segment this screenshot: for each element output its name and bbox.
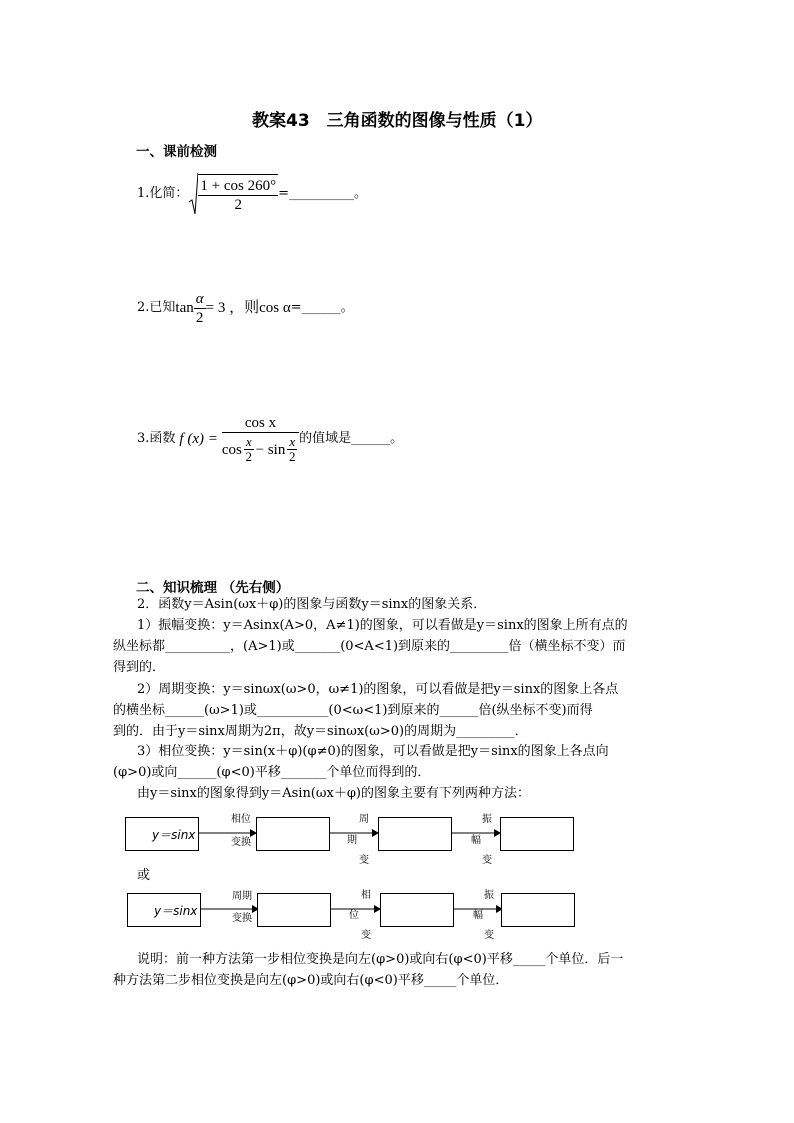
flow2-step2-top: 相 <box>361 890 371 901</box>
note-line-2: 种方法第二步相位变换是向左(φ>0)或向右(φ<0)平移_____个单位． <box>113 973 509 988</box>
question-3-prefix: 3.函数 <box>137 431 176 446</box>
flow1-step3-bottom: 变 <box>482 855 492 866</box>
flow2-step1-top: 周期 <box>232 891 252 902</box>
or-label: 或 <box>137 868 151 883</box>
text-line-2: 1）振幅变换：y＝Asinx(A>0，A≠1)的图象，可以看做是y＝sinx的图象上所有点的 <box>137 618 628 633</box>
question-3-den-frac-2-num: x <box>289 434 296 449</box>
question-3-den-frac-1-den: 2 <box>245 449 252 464</box>
flow2-step2-bottom: 变 <box>361 930 371 941</box>
flow1-step3-mid: 幅 <box>471 835 481 846</box>
flow1-box-4 <box>500 817 574 851</box>
text-line-10: 由y＝sinx的图象得到y＝Asin(ωx＋φ)的图象主要有下列两种方法： <box>137 786 530 801</box>
text-line-8: 3）相位变换：y＝sin(x＋φ)(φ≠0)的图象，可以看做是把y＝sinx的图象上各点向 <box>137 744 609 759</box>
question-1-denominator: 2 <box>234 197 242 213</box>
question-2-fraction <box>194 290 206 327</box>
text-line-7: 到的．由于y＝sinx周期为2π，故y＝sinωx(ω>0)的周期为_________． <box>113 724 528 739</box>
question-2-tan: tan <box>175 300 194 316</box>
flow1-step2-bottom: 变 <box>359 855 369 866</box>
flow1-step1-top: 相位 <box>231 814 251 825</box>
text-line-9: (φ>0)或向______(φ<0)平移_______个单位而得到的． <box>113 765 431 780</box>
question-3-fx: f (x) = <box>179 431 218 447</box>
sqrt-sign-icon <box>188 172 198 216</box>
question-2-mid: = 3 ，则 <box>205 300 260 316</box>
question-3-den-frac-1-num: x <box>245 434 252 449</box>
question-1-fraction <box>198 174 278 214</box>
note-line-1: 说明：前一种方法第一步相位变换是向左(φ>0)或向右(φ<0)平移_____个单位．后一 <box>137 952 624 967</box>
flow1-step3-top: 振 <box>482 814 492 825</box>
question-2 <box>137 288 354 328</box>
flow1-step2-mid: 期 <box>347 835 357 846</box>
flow2-step2-mid: 位 <box>349 910 359 921</box>
section-heading-pre-test: 一、课前检测 <box>136 144 217 160</box>
flow1-start-label: y＝sinx <box>152 828 196 842</box>
flow2-step3-bottom: 变 <box>484 930 494 941</box>
flow1-step2-top: 周 <box>359 814 369 825</box>
flow2-start-box <box>127 893 201 927</box>
question-1-answer-blank: =__________。 <box>278 186 368 201</box>
page-title: 教案43 三角函数的图像与性质（1） <box>252 111 543 131</box>
flow1-box-2 <box>256 817 330 851</box>
flow2-start-label: y＝sinx <box>154 904 198 918</box>
question-3-denominator <box>222 433 299 464</box>
question-1-prefix: 1.化简： <box>137 186 189 201</box>
text-line-6: 的横坐标______(ω>1)或___________(0<ω<1)到原来的______倍(纵坐标不变)而得 <box>113 703 593 718</box>
text-line-3: 纵坐标都__________，(A>1)或_______(0<A<1)到原来的_________倍（横坐标不变）而 <box>113 639 626 654</box>
question-3-den-frac-2-den: 2 <box>288 449 296 464</box>
question-3-den-minus-sin: − sin <box>255 441 286 458</box>
question-1 <box>137 172 367 216</box>
flow1-step1-bottom: 变换 <box>231 837 251 848</box>
question-3-den-cos: cos <box>221 441 242 458</box>
question-3-den-frac-2 <box>287 435 297 464</box>
question-2-cos: cos α <box>259 300 291 316</box>
flow2-box-2 <box>257 893 331 927</box>
question-1-numerator: 1 + cos 260° <box>200 178 277 194</box>
flow1-start-box <box>125 817 199 851</box>
flow2-box-3 <box>380 893 454 927</box>
question-2-numerator: α <box>195 290 204 307</box>
question-3-answer-blank: 的值域是______。 <box>299 431 404 446</box>
question-2-answer-blank: =______。 <box>290 300 354 315</box>
text-line-1: 2．函数y＝Asin(ωx＋φ)的图象与函数y＝sinx的图象关系． <box>137 597 487 612</box>
flow2-step3-top: 振 <box>484 890 494 901</box>
question-3-numerator: cos x <box>222 414 299 433</box>
flow2-step1-bottom: 变换 <box>232 913 252 924</box>
text-line-5: 2）周期变换：y＝sinωx(ω>0，ω≠1)的图象，可以看做是把y＝sinx的图象上各点 <box>137 682 619 697</box>
flow2-box-4 <box>501 893 575 927</box>
text-line-4: 得到的． <box>113 660 166 675</box>
flow1-box-3 <box>378 817 452 851</box>
section-heading-knowledge-review: 二、知识梳理 （先右侧） <box>136 580 290 596</box>
question-3-fraction <box>222 414 299 464</box>
question-3 <box>137 408 403 470</box>
question-3-den-frac-1 <box>244 435 254 464</box>
question-2-prefix: 2.已知 <box>137 300 176 315</box>
question-2-denominator: 2 <box>195 309 204 326</box>
flow2-step3-mid: 幅 <box>473 910 483 921</box>
